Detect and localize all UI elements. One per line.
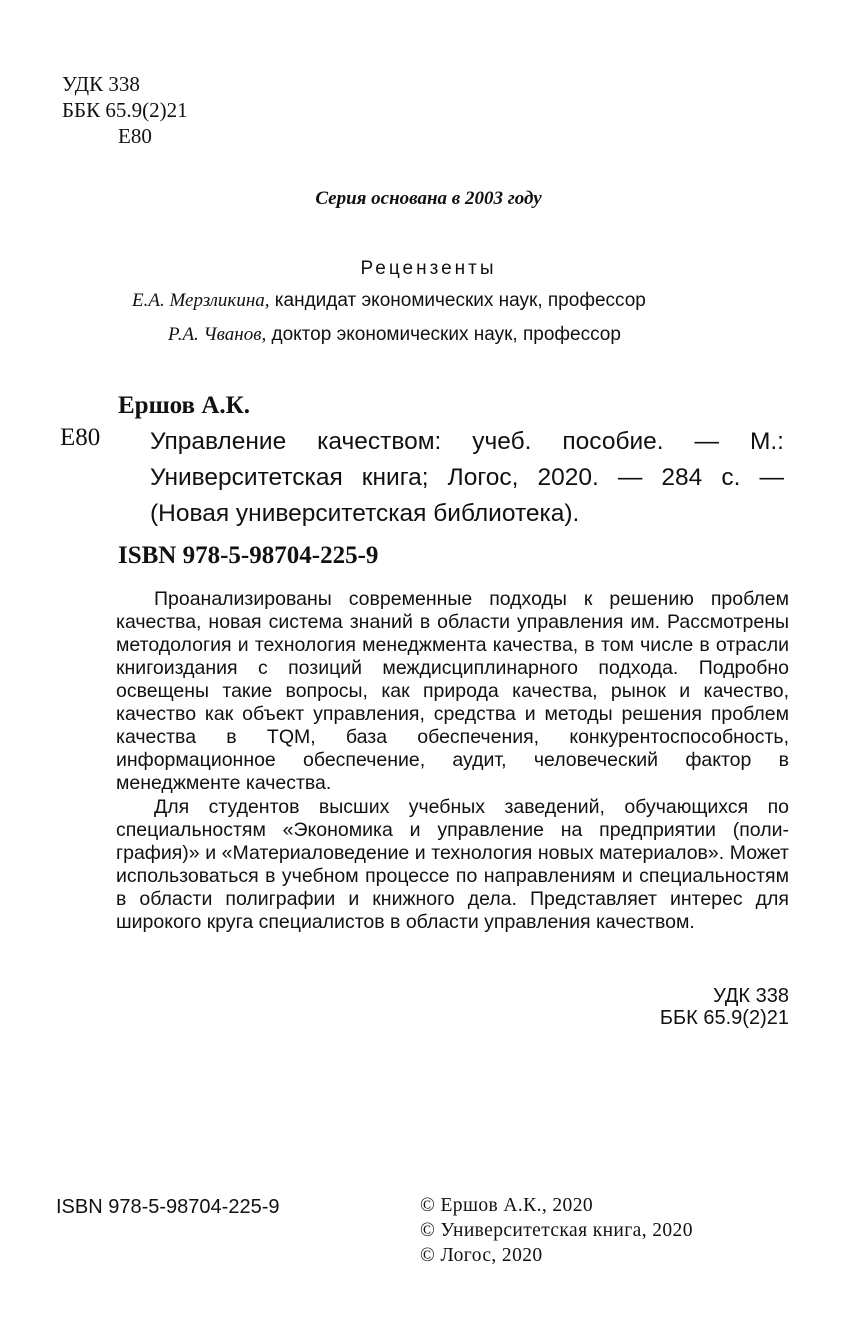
udk-code-bottom: УДК 338	[713, 985, 789, 1007]
udk-code: УДК 338	[62, 72, 140, 96]
author-mark: Е80	[118, 124, 152, 148]
annotation	[116, 588, 789, 934]
library-code: Е80	[60, 424, 101, 451]
isbn-main: ISBN 978-5-98704-225-9	[118, 542, 379, 569]
annotation-paragraph-1: Проанализированы современные подходы к решению проблем качества, новая система знаний в области управления им. Рассмотрены методология и технология менеджмента качества, в том числе в отрасли книгоиздания с позиций междисциплинарного подхода. Подробно освещены такие вопросы, как природа качества, рынок и качество, качество как объект управления, средства и методы решения проблем качества в TQM, база обеспечения, конкурентоспособность, информационное обеспечение, аудит, человеческий фактор в менеджменте качества.	[116, 588, 789, 794]
reviewer-2-description: доктор экономических наук, профессор	[266, 324, 621, 345]
annotation-paragraph-2: Для студентов высших учебных заведений, обучающихся по специальностям «Экономика и управление на предприятии (поли-графия)» и «Материаловедение и технология новых материалов». Может использоваться в учебном процессе по направлениям и специальностям в области полиграфии и книжного дела. Представляет интерес для широкого круга специалистов в области управления качеством.	[116, 796, 789, 933]
reviewers-title: Рецензенты	[360, 258, 497, 279]
reviewer-2-name: Р.А. Чванов,	[168, 324, 267, 345]
bibliographic-record: Управление качеством: учеб. пособие. — М.: Университетская книга; Логос, 2020. — 284 с. — (Новая университетская библиотека).	[150, 428, 784, 527]
bbk-code: ББК 65.9(2)21	[62, 98, 188, 122]
copyright-block	[420, 1193, 693, 1268]
bbk-code-bottom: ББК 65.9(2)21	[659, 1007, 789, 1029]
copyright-publisher-1: © Университетская книга, 2020	[420, 1220, 693, 1241]
reviewer-1	[132, 290, 646, 312]
author-heading: Ершов А.К.	[118, 392, 250, 419]
reviewer-1-description: кандидат экономических наук, профессор	[269, 290, 646, 311]
copyright-author: © Ершов А.К., 2020	[420, 1195, 593, 1216]
isbn-footer: ISBN 978-5-98704-225-9	[56, 1196, 280, 1218]
reviewer-2	[168, 324, 621, 346]
copyright-publisher-2: © Логос, 2020	[420, 1245, 543, 1266]
reviewer-1-name: Е.А. Мерзликина,	[132, 290, 270, 311]
series-note: Серия основана в 2003 году	[315, 188, 542, 209]
